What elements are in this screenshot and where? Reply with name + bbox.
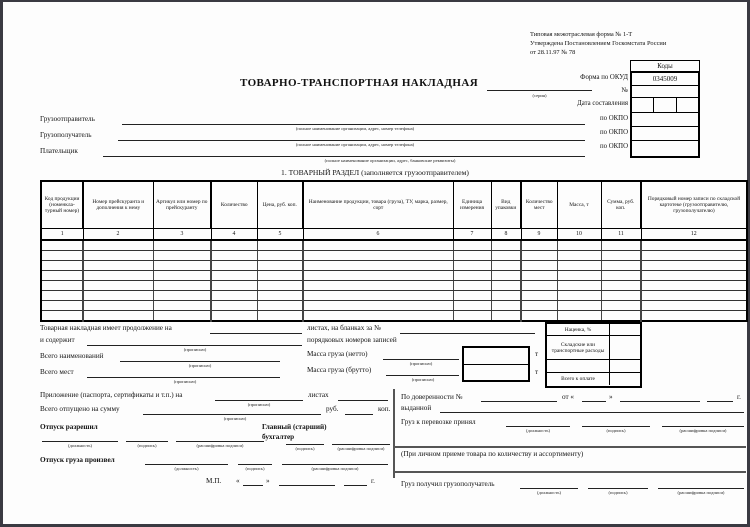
goods-cell bbox=[557, 240, 601, 251]
mass-value-box bbox=[462, 346, 530, 382]
shipper-blank-line bbox=[122, 124, 585, 125]
total-items-blank bbox=[120, 361, 280, 362]
goods-header-row bbox=[41, 181, 747, 229]
goods-cell bbox=[153, 271, 211, 281]
goods-cell bbox=[211, 311, 257, 322]
goods-cell bbox=[641, 271, 747, 281]
col-num: 3 bbox=[153, 229, 211, 241]
total-items-label: Всего наименований bbox=[40, 352, 104, 360]
number-cell bbox=[632, 86, 698, 98]
release-made-position-caption: (должность) bbox=[174, 466, 199, 471]
goods-cell bbox=[557, 281, 601, 291]
goods-cell bbox=[257, 281, 303, 291]
col-num: 1 bbox=[41, 229, 83, 241]
goods-cell bbox=[601, 271, 641, 281]
payer-blank-line bbox=[103, 156, 585, 157]
col-num: 9 bbox=[521, 229, 557, 241]
markup-percent-cell bbox=[610, 324, 640, 335]
goods-cell bbox=[601, 291, 641, 301]
goods-number-row bbox=[41, 229, 747, 241]
goods-cell bbox=[557, 271, 601, 281]
mp-month-blank bbox=[279, 485, 335, 486]
total-places-blank bbox=[87, 377, 280, 378]
goods-cell bbox=[257, 311, 303, 322]
release-made-position-blank bbox=[145, 464, 228, 465]
okud-code-value: 0345009 bbox=[652, 75, 678, 83]
shipper-label: Грузоотправитель bbox=[40, 115, 95, 123]
release-allowed-decoded-blank bbox=[176, 441, 264, 442]
col-num: 10 bbox=[557, 229, 601, 241]
frame-top bbox=[0, 0, 750, 2]
goods-cell bbox=[491, 311, 521, 322]
col-num: 12 bbox=[641, 229, 747, 241]
col-num: 6 bbox=[303, 229, 453, 241]
mp-quote-open: « bbox=[236, 477, 240, 485]
accepted-decoded-caption: (расшифровка подписи) bbox=[679, 428, 727, 433]
goods-cell bbox=[153, 261, 211, 271]
gross-mass-blank bbox=[386, 375, 459, 376]
okpo-label-1: по ОКПО bbox=[600, 115, 628, 122]
codes-box bbox=[630, 71, 700, 158]
attachment-sheets-blank bbox=[338, 400, 388, 401]
release-made-label: Отпуск груза произвел bbox=[40, 456, 115, 464]
date-cells bbox=[632, 98, 698, 113]
received-signature-blank bbox=[588, 488, 648, 489]
goods-cell bbox=[557, 301, 601, 311]
goods-cell bbox=[557, 261, 601, 271]
goods-cell bbox=[453, 240, 491, 251]
mass-net-cell bbox=[464, 348, 528, 365]
poa-year-label: г. bbox=[737, 393, 741, 401]
goods-cell bbox=[153, 311, 211, 322]
form-note-line1: Типовая межотраслевая форма № 1-Т bbox=[530, 31, 633, 38]
goods-cell bbox=[211, 251, 257, 261]
okpo-cell-3 bbox=[632, 141, 698, 154]
mp-year-blank bbox=[344, 485, 367, 486]
release-allowed-position-blank bbox=[42, 441, 118, 442]
accepted-decoded-blank bbox=[662, 426, 744, 427]
goods-cell bbox=[211, 240, 257, 251]
received-label: Груз получил грузополучатель bbox=[401, 480, 495, 488]
goods-cell bbox=[83, 281, 153, 291]
col-header-pricelist-number: Номер прейскуранта и дополнения к нему bbox=[83, 181, 153, 229]
goods-cell bbox=[601, 261, 641, 271]
date-cell-year bbox=[677, 98, 698, 112]
goods-table bbox=[40, 180, 748, 322]
net-mass-label: Масса груза (нетто) bbox=[307, 350, 368, 358]
col-header-card-index: Порядковый номер записи по складской картотеке (грузоотправителю, грузополучателю) bbox=[641, 181, 747, 229]
total-payable-label: Всего к оплате bbox=[547, 373, 610, 385]
release-allowed-label: Отпуск разрешил bbox=[40, 423, 98, 431]
codes-header-text: Коды bbox=[657, 63, 673, 70]
chief-accountant-decoded-caption: (расшифровка подписи) bbox=[337, 446, 385, 451]
goods-cell bbox=[41, 240, 83, 251]
goods-cell bbox=[257, 251, 303, 261]
goods-cell bbox=[303, 240, 453, 251]
date-cell-month bbox=[654, 98, 676, 112]
goods-cell bbox=[521, 240, 557, 251]
goods-cell bbox=[41, 271, 83, 281]
continuation-blank bbox=[210, 333, 302, 334]
goods-cell bbox=[41, 281, 83, 291]
goods-cell bbox=[257, 240, 303, 251]
goods-cell bbox=[41, 301, 83, 311]
okud-label: Форма по ОКУД bbox=[580, 74, 628, 81]
total-places-caption: (прописью) bbox=[173, 379, 197, 384]
col-header-name: Наименование продукции, товара (груза), ТУ, марка, размер, сорт bbox=[303, 181, 453, 229]
issued-label: выданной bbox=[401, 404, 432, 412]
accepted-signature-blank bbox=[582, 426, 650, 427]
total-sum-blank bbox=[143, 414, 321, 415]
goods-cell bbox=[521, 251, 557, 261]
poa-number-blank bbox=[481, 401, 557, 402]
poa-from-label: от « bbox=[562, 393, 575, 401]
net-mass-blank bbox=[383, 359, 459, 360]
goods-cell bbox=[557, 251, 601, 261]
col-header-sum: Сумма, руб. коп. bbox=[601, 181, 641, 229]
rub-blank bbox=[345, 414, 373, 415]
form-note-line3: от 28.11.97 № 78 bbox=[530, 49, 576, 57]
goods-cell bbox=[521, 281, 557, 291]
goods-empty-row bbox=[41, 301, 747, 311]
received-signature-caption: (подпись) bbox=[608, 490, 628, 495]
goods-cell bbox=[641, 240, 747, 251]
goods-cell bbox=[303, 261, 453, 271]
consignee-caption: (полное наименование организации, адрес, номер телефона) bbox=[295, 142, 415, 147]
total-payable-cell bbox=[610, 373, 640, 385]
mp-quote-close: » bbox=[266, 477, 270, 485]
release-made-decoded-caption: (расшифровка подписи) bbox=[311, 466, 359, 471]
col-num: 11 bbox=[601, 229, 641, 241]
markup-row bbox=[547, 336, 640, 360]
consignee-label: Грузополучатель bbox=[40, 131, 92, 139]
okud-code-cell bbox=[632, 73, 698, 86]
col-num: 5 bbox=[257, 229, 303, 241]
goods-cell bbox=[601, 240, 641, 251]
ton-label-gross: т bbox=[535, 368, 539, 376]
shipper-caption: (полное наименование организации, адрес, номер телефона) bbox=[295, 126, 415, 131]
accepted-signature-caption: (подпись) bbox=[606, 428, 626, 433]
total-items-caption: (прописью) bbox=[188, 363, 212, 368]
net-mass-caption: (прописью) bbox=[409, 361, 433, 366]
attachment-label: Приложение (паспорта, сертификаты и т.п.) на bbox=[40, 391, 183, 399]
goods-cell bbox=[41, 261, 83, 271]
goods-cell bbox=[257, 291, 303, 301]
continuation-label: Товарная накладная имеет продолжение на bbox=[40, 324, 172, 332]
form-note-line2: Утверждена Постановлением Госкомстата России bbox=[530, 40, 667, 48]
goods-cell bbox=[211, 271, 257, 281]
blanks-number-blank bbox=[400, 333, 535, 334]
col-header-package: Вид упаковки bbox=[491, 181, 521, 229]
markup-empty-cell bbox=[610, 360, 640, 372]
ton-label-net: т bbox=[535, 350, 539, 358]
col-header-quantity: Количество bbox=[211, 181, 257, 229]
form-approval-note bbox=[530, 30, 745, 58]
chief-accountant-signature-caption: (подпись) bbox=[295, 446, 315, 451]
goods-cell bbox=[41, 311, 83, 322]
goods-cell bbox=[211, 301, 257, 311]
goods-cell bbox=[491, 281, 521, 291]
goods-cell bbox=[521, 311, 557, 322]
col-num: 8 bbox=[491, 229, 521, 241]
warehouse-costs-cell bbox=[610, 336, 640, 359]
release-allowed-decoded-caption: (расшифровка подписи) bbox=[196, 443, 244, 448]
release-made-signature-blank bbox=[238, 464, 272, 465]
goods-cell bbox=[303, 271, 453, 281]
goods-cell bbox=[641, 301, 747, 311]
goods-cell bbox=[453, 301, 491, 311]
goods-empty-row bbox=[41, 281, 747, 291]
col-header-price: Цена, руб. коп. bbox=[257, 181, 303, 229]
goods-cell bbox=[601, 281, 641, 291]
goods-cell bbox=[211, 291, 257, 301]
personal-note-top-rule bbox=[395, 446, 746, 448]
goods-empty-row bbox=[41, 271, 747, 281]
mp-day-blank bbox=[243, 485, 263, 486]
chief-accountant-decoded-blank bbox=[332, 444, 390, 445]
number-label: № bbox=[621, 87, 628, 94]
serials-label: порядковых номеров записей bbox=[307, 336, 397, 344]
attachment-caption: (прописью) bbox=[247, 402, 271, 407]
personal-note-bottom-rule bbox=[395, 471, 746, 473]
chief-accountant-label-1: Главный (старший) bbox=[262, 423, 327, 431]
col-header-unit: Единица измерения bbox=[453, 181, 491, 229]
accepted-label: Груз к перевозке принял bbox=[401, 418, 476, 426]
goods-cell bbox=[601, 301, 641, 311]
goods-empty-row bbox=[41, 311, 747, 322]
attachment-sheets-label: листах bbox=[308, 391, 329, 399]
release-allowed-signature-caption: (подпись) bbox=[137, 443, 157, 448]
col-num: 7 bbox=[453, 229, 491, 241]
okpo-cell-2 bbox=[632, 127, 698, 141]
received-position-caption: (должность) bbox=[536, 490, 562, 495]
goods-cell bbox=[491, 251, 521, 261]
received-decoded-blank bbox=[658, 488, 744, 489]
goods-cell bbox=[521, 271, 557, 281]
goods-cell bbox=[453, 271, 491, 281]
okpo-label-2: по ОКПО bbox=[600, 129, 628, 136]
accepted-position-caption: (должность) bbox=[525, 428, 551, 433]
poa-day-blank bbox=[582, 401, 606, 402]
goods-cell bbox=[641, 311, 747, 322]
date-label: Дата составления bbox=[577, 100, 628, 107]
section1-title: 1. ТОВАРНЫЙ РАЗДЕЛ (заполняется грузоотправителем) bbox=[281, 168, 469, 177]
col-num: 4 bbox=[211, 229, 257, 241]
goods-cell bbox=[83, 301, 153, 311]
attachment-blank bbox=[215, 400, 303, 401]
col-header-mass: Масса, т bbox=[557, 181, 601, 229]
goods-empty-row bbox=[41, 240, 747, 251]
goods-cell bbox=[453, 281, 491, 291]
goods-cell bbox=[641, 291, 747, 301]
goods-cell bbox=[303, 251, 453, 261]
goods-cell bbox=[303, 281, 453, 291]
goods-cell bbox=[453, 291, 491, 301]
goods-cell bbox=[453, 311, 491, 322]
goods-cell bbox=[41, 251, 83, 261]
goods-cell bbox=[83, 261, 153, 271]
sheets-blanks-label: листах, на бланках за № bbox=[307, 324, 381, 332]
page-title: ТОВАРНО-ТРАНСПОРТНАЯ НАКЛАДНАЯ bbox=[240, 77, 479, 89]
goods-cell bbox=[303, 291, 453, 301]
goods-cell bbox=[453, 251, 491, 261]
goods-empty-row bbox=[41, 251, 747, 261]
total-sum-caption: (прописью) bbox=[223, 416, 247, 421]
goods-cell bbox=[211, 281, 257, 291]
goods-cell bbox=[491, 271, 521, 281]
goods-cell bbox=[601, 311, 641, 322]
payer-label: Плательщик bbox=[40, 147, 78, 155]
rub-label: руб. bbox=[326, 405, 339, 413]
goods-cell bbox=[453, 261, 491, 271]
goods-cell bbox=[521, 301, 557, 311]
chief-accountant-label-2: бухгалтер bbox=[262, 433, 295, 441]
poa-quote-close: » bbox=[609, 393, 613, 401]
total-places-label: Всего мест bbox=[40, 368, 74, 376]
poa-month-blank bbox=[620, 401, 700, 402]
total-sum-label: Всего отпущено на сумму bbox=[40, 405, 120, 413]
gross-mass-caption: (прописью) bbox=[411, 377, 435, 382]
mp-label: М.П. bbox=[206, 477, 222, 485]
series-caption: (серия) bbox=[532, 93, 547, 98]
goods-cell bbox=[83, 240, 153, 251]
consignee-blank-line bbox=[118, 140, 585, 141]
goods-cell bbox=[557, 291, 601, 301]
personal-note: (При личном приеме товара по количеству и ассортименту) bbox=[401, 450, 584, 458]
goods-cell bbox=[83, 311, 153, 322]
gross-mass-label: Масса груза (брутто) bbox=[307, 366, 372, 374]
contains-caption: (прописью) bbox=[183, 347, 207, 352]
goods-cell bbox=[557, 311, 601, 322]
goods-cell bbox=[211, 261, 257, 271]
bottom-divider bbox=[393, 389, 395, 478]
okpo-label-3: по ОКПО bbox=[600, 143, 628, 150]
goods-cell bbox=[491, 301, 521, 311]
release-made-signature-caption: (подпись) bbox=[245, 466, 265, 471]
markup-empty-label bbox=[547, 360, 610, 372]
warehouse-costs-label: Складские или транспортные расходы bbox=[547, 336, 610, 359]
release-made-decoded-blank bbox=[282, 464, 388, 465]
goods-cell bbox=[153, 301, 211, 311]
goods-cell bbox=[303, 301, 453, 311]
goods-cell bbox=[257, 301, 303, 311]
markup-box bbox=[545, 322, 642, 388]
goods-cell bbox=[153, 291, 211, 301]
goods-cell bbox=[257, 271, 303, 281]
goods-cell bbox=[83, 271, 153, 281]
goods-cell bbox=[83, 251, 153, 261]
goods-table-body bbox=[41, 240, 747, 321]
col-header-places: Количество мест bbox=[521, 181, 557, 229]
markup-row bbox=[547, 360, 640, 373]
goods-cell bbox=[491, 261, 521, 271]
goods-cell bbox=[521, 261, 557, 271]
goods-cell bbox=[491, 240, 521, 251]
col-header-article: Артикул или номер по прейскуранту bbox=[153, 181, 211, 229]
poa-label: По доверенности № bbox=[401, 393, 463, 401]
goods-empty-row bbox=[41, 261, 747, 271]
issued-blank bbox=[440, 412, 744, 413]
goods-cell bbox=[491, 291, 521, 301]
received-decoded-caption: (расшифровка подписи) bbox=[677, 490, 725, 495]
goods-cell bbox=[521, 291, 557, 301]
goods-cell bbox=[83, 291, 153, 301]
goods-cell bbox=[303, 311, 453, 322]
date-cell-day bbox=[632, 98, 654, 112]
goods-cell bbox=[257, 261, 303, 271]
col-header-product-code: Код продукции (номенклатурный номер) bbox=[41, 181, 83, 229]
goods-cell bbox=[41, 291, 83, 301]
kop-label: коп. bbox=[378, 405, 391, 413]
payer-caption: (полное наименование организации, адрес, банковские реквизиты) bbox=[324, 158, 456, 163]
goods-cell bbox=[641, 261, 747, 271]
markup-percent-label: Наценка, % bbox=[547, 324, 610, 335]
contains-blank bbox=[87, 345, 302, 346]
accepted-position-blank bbox=[506, 426, 570, 427]
goods-cell bbox=[153, 240, 211, 251]
goods-empty-row bbox=[41, 291, 747, 301]
release-allowed-signature-blank bbox=[126, 441, 168, 442]
poa-year-blank bbox=[707, 401, 733, 402]
goods-cell bbox=[601, 251, 641, 261]
goods-cell bbox=[641, 281, 747, 291]
received-position-blank bbox=[520, 488, 578, 489]
markup-row bbox=[547, 373, 640, 385]
frame-left bbox=[0, 0, 3, 527]
okpo-cell-1 bbox=[632, 113, 698, 127]
mass-gross-cell bbox=[464, 365, 528, 381]
goods-cell bbox=[641, 251, 747, 261]
release-allowed-position-caption: (должность) bbox=[67, 443, 93, 448]
col-num: 2 bbox=[83, 229, 153, 241]
contains-label: и содержит bbox=[40, 336, 75, 344]
markup-row bbox=[547, 324, 640, 336]
chief-accountant-signature-blank bbox=[286, 444, 324, 445]
goods-cell bbox=[153, 251, 211, 261]
mp-year-label: г. bbox=[371, 477, 375, 485]
goods-cell bbox=[153, 281, 211, 291]
